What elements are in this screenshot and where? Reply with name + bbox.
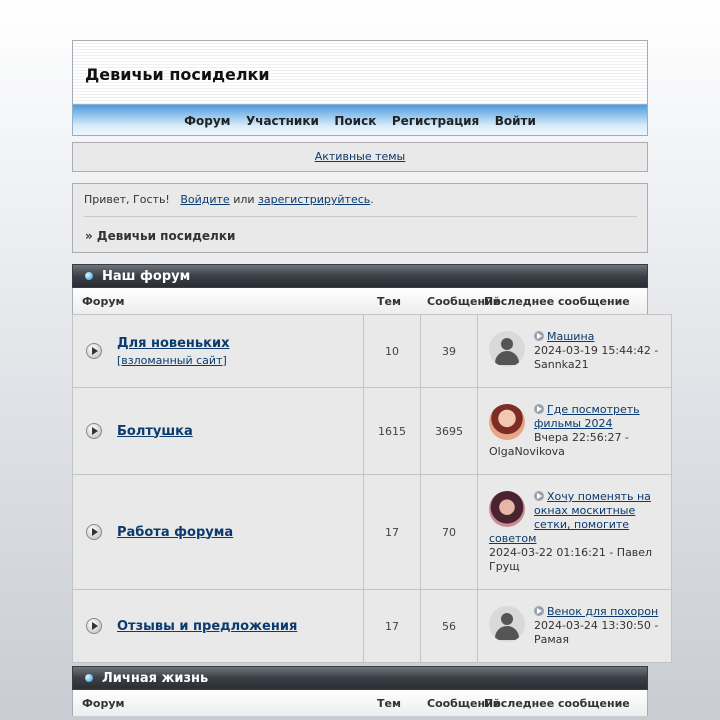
last-post: [478, 388, 672, 475]
posts-count: 70: [421, 475, 478, 590]
period: .: [370, 193, 374, 206]
column-headers: [72, 288, 648, 314]
forum-arrow-icon: [86, 524, 102, 540]
forum-row: [73, 590, 672, 663]
subforum-link[interactable]: [взломанный сайт]: [117, 353, 227, 367]
category-our-forum: [72, 264, 659, 663]
category-title: Личная жизнь: [102, 671, 209, 686]
last-post-user: Павел Грущ: [489, 546, 653, 573]
main-navigation: [72, 104, 648, 136]
forum-row: [73, 315, 672, 388]
welcome-text: [84, 193, 374, 206]
last-post-link[interactable]: Где посмотреть фильмы 2024: [534, 403, 640, 430]
col-topics: Тем: [377, 295, 401, 308]
col-posts: Сообщений: [427, 295, 501, 308]
forum-row: [73, 388, 672, 475]
col-forum: Форум: [82, 295, 125, 308]
forum-arrow-icon: [86, 343, 102, 359]
go-to-post-icon[interactable]: [534, 404, 544, 414]
last-post-time: 2024-03-24 13:30:50 -: [534, 619, 659, 632]
topics-count: 1615: [364, 388, 421, 475]
posts-count: 56: [421, 590, 478, 663]
forum-link[interactable]: Работа форума: [117, 524, 234, 540]
col-forum: Форум: [82, 697, 125, 710]
site-title: Девичьи посиделки: [85, 65, 270, 84]
divider: [84, 216, 637, 217]
column-headers: [72, 690, 648, 716]
posts-count: 39: [421, 315, 478, 388]
welcome-box: [72, 183, 648, 253]
category-header[interactable]: [72, 666, 648, 690]
go-to-post-icon[interactable]: [534, 491, 544, 501]
last-post-time: 2024-03-19 15:44:42 -: [534, 344, 659, 357]
greeting: Привет, Гость!: [84, 193, 170, 206]
last-post: [478, 315, 672, 388]
col-topics: Тем: [377, 697, 401, 710]
active-topics-box: [72, 142, 648, 172]
breadcrumb: » Девичьи посиделки: [85, 229, 236, 243]
user-avatar[interactable]: [489, 404, 525, 440]
forum-link[interactable]: Отзывы и предложения: [117, 618, 298, 634]
nav-forum[interactable]: Форум: [184, 114, 231, 128]
last-post-link[interactable]: Машина: [547, 330, 595, 343]
login-link[interactable]: Войдите: [180, 193, 230, 206]
or-text: или: [233, 193, 255, 206]
generic-avatar-icon[interactable]: [489, 606, 525, 642]
col-last: Последнее сообщение: [484, 697, 630, 710]
bullet-icon: [85, 272, 93, 280]
user-avatar[interactable]: [489, 491, 525, 527]
go-to-post-icon[interactable]: [534, 606, 544, 616]
last-post: [478, 475, 672, 590]
category-header[interactable]: [72, 264, 648, 288]
generic-avatar-icon[interactable]: [489, 331, 525, 367]
last-post-user: OlgaNovikova: [489, 445, 565, 458]
category-personal-life: [72, 666, 648, 716]
last-post: [478, 590, 672, 663]
go-to-post-icon[interactable]: [534, 331, 544, 341]
topics-count: 17: [364, 590, 421, 663]
bullet-icon: [85, 674, 93, 682]
last-post-link[interactable]: Венок для похорон: [547, 605, 659, 618]
nav-members[interactable]: Участники: [245, 114, 319, 128]
forum-arrow-icon: [86, 618, 102, 634]
topics-count: 17: [364, 475, 421, 590]
category-title: Наш форум: [102, 269, 191, 284]
forum-table: [72, 314, 672, 663]
last-post-user: Sannka21: [534, 358, 589, 371]
last-post-time: Вчера 22:56:27 -: [534, 431, 629, 444]
active-topics-link[interactable]: Активные темы: [314, 150, 406, 163]
site-header: [72, 40, 648, 104]
forum-arrow-icon: [86, 423, 102, 439]
forum-link[interactable]: Для новеньких: [117, 335, 230, 351]
last-post-link[interactable]: Хочу поменять на окнах москитные сетки, помогите советом: [489, 490, 651, 545]
col-posts: Сообщений: [427, 697, 501, 710]
register-link[interactable]: зарегистрируйтесь: [258, 193, 371, 206]
posts-count: 3695: [421, 388, 478, 475]
forum-link[interactable]: Болтушка: [117, 423, 193, 439]
topics-count: 10: [364, 315, 421, 388]
last-post-user: Рамая: [534, 633, 570, 646]
nav-login[interactable]: Войти: [494, 114, 536, 128]
last-post-time: 2024-03-22 01:16:21 -: [489, 546, 614, 559]
nav-register[interactable]: Регистрация: [391, 114, 480, 128]
forum-row: [73, 475, 672, 590]
nav-search[interactable]: Поиск: [334, 114, 377, 128]
col-last: Последнее сообщение: [484, 295, 630, 308]
